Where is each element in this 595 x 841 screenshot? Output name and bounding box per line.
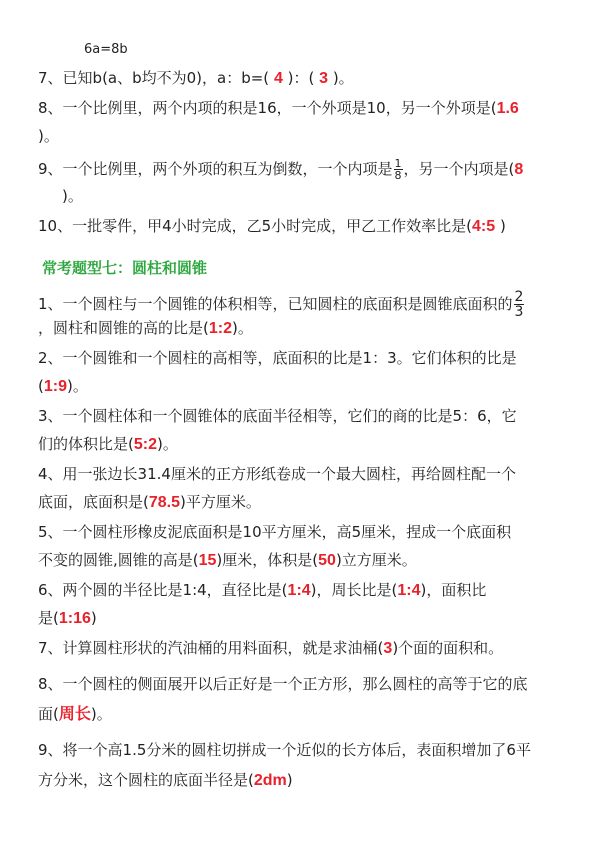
- s5-answer-2: 50: [318, 552, 336, 569]
- s2-text-3: )。: [66, 377, 88, 395]
- section-title: 常考题型七：圆柱和圆锥: [42, 259, 208, 277]
- s1-frac-num: 2: [514, 289, 524, 305]
- s1-frac-den: 3: [514, 304, 524, 320]
- s3-text-3: )。: [156, 435, 178, 453]
- s9-answer: 2dm: [253, 772, 287, 789]
- s6-text-1: 6、两个圆的半径比是1:4，直径比是(: [38, 581, 288, 599]
- s6-text-2: )，周长比是(: [310, 581, 398, 599]
- s7-text-2: )个面的面积和。: [392, 639, 504, 657]
- s8-text-2: 面(: [38, 705, 59, 723]
- q7-text-1: 7、已知b(a、b均不为0)，a：b=(: [38, 69, 270, 87]
- s1-text-3: )。: [231, 319, 253, 337]
- s6-text-4: 是(: [38, 609, 59, 627]
- s7-answer: 3: [383, 640, 393, 657]
- s8-text-1: 8、一个圆柱的侧面展开以后正好是一个正方形，那么圆柱的高等于它的底: [38, 675, 528, 693]
- q8-answer: 1.6: [496, 100, 519, 117]
- s2-text-1: 2、一个圆锥和一个圆柱的高相等，底面积的比是1：3。它们体积的比是: [38, 349, 517, 367]
- q9-text-1: 9、一个比例里，两个外项的积互为倒数，一个内项是: [38, 160, 393, 178]
- q9-frac-den: 8: [394, 169, 402, 182]
- s9-text-2: 方分米，这个圆柱的底面半径是(: [38, 771, 254, 789]
- s3-text-1: 3、一个圆柱体和一个圆锥体的底面半径相等，它们的商的比是5：6，它: [38, 407, 517, 425]
- s-question-7: [38, 638, 568, 659]
- s-question-9-cont: [38, 770, 568, 791]
- s5-text-1: 5、一个圆柱形橡皮泥底面积是10平方厘米，高5厘米，捏成一个底面积: [38, 523, 512, 541]
- s-question-6: [38, 580, 568, 601]
- q9-text-2: ，另一个内项是(: [403, 160, 515, 178]
- question-8-cont: [38, 126, 568, 146]
- s1-answer: 1:2: [208, 320, 232, 337]
- note-text: 6a=8b: [84, 42, 128, 57]
- s-question-9: [38, 740, 568, 760]
- s-question-2-cont: [38, 376, 568, 397]
- s5-text-3: )厘米，体积是(: [216, 551, 319, 569]
- s-question-1-cont: [38, 318, 568, 339]
- s-question-5: [38, 522, 568, 542]
- s4-answer: 78.5: [148, 494, 180, 511]
- s-question-1: [38, 290, 568, 319]
- question-9-cont: [62, 186, 592, 206]
- s2-text-2: (: [38, 377, 44, 395]
- s-question-3: [38, 406, 568, 426]
- s5-text-4: )立方厘米。: [335, 551, 417, 569]
- s5-text-2: 不变的圆锥,圆锥的高是(: [38, 551, 199, 569]
- q9-answer: 8: [514, 161, 524, 178]
- s6-text-5: ): [90, 609, 97, 627]
- s3-text-2: 们的体积比是(: [38, 435, 134, 453]
- s4-text-2: 底面，底面积是(: [38, 493, 149, 511]
- handwritten-note: [84, 40, 595, 60]
- s9-text-3: ): [286, 771, 293, 789]
- s-question-8: [38, 674, 568, 694]
- q10-text-1: 10、一批零件，甲4小时完成，乙5小时完成，甲乙工作效率比是(: [38, 217, 473, 235]
- q7-answer-1: 4: [273, 70, 283, 87]
- s3-answer: 5:2: [133, 436, 157, 453]
- q7-text-3: )。: [332, 69, 354, 87]
- q10-answer: 4:5: [472, 218, 496, 235]
- s8-answer: 周长: [58, 706, 91, 723]
- q9-fraction: [394, 158, 403, 181]
- s7-text-1: 7、计算圆柱形状的汽油桶的用料面积，就是求油桶(: [38, 639, 384, 657]
- s9-text-1: 9、将一个高1.5分米的圆柱切拼成一个近似的长方体后，表面积增加了6平: [38, 741, 531, 759]
- s5-answer-1: 15: [198, 552, 217, 569]
- s4-text-3: )平方厘米。: [180, 493, 261, 511]
- s8-text-3: )。: [90, 705, 112, 723]
- s6-text-3: )，面积比: [420, 581, 487, 599]
- s6-answer-1: 1:4: [287, 582, 311, 599]
- q8-text-1: 8、一个比例里，两个内项的积是16，一个外项是10，另一个外项是(: [38, 99, 497, 117]
- s1-text-2: ，圆柱和圆锥的高的比是(: [38, 319, 209, 337]
- s4-text-1: 4、用一张边长31.4厘米的正方形纸卷成一个最大圆柱，再给圆柱配一个: [38, 465, 516, 483]
- s2-answer: 1:9: [43, 378, 67, 395]
- s-question-4: [38, 464, 568, 484]
- question-10: [38, 216, 568, 237]
- q9-text-3: )。: [62, 187, 83, 205]
- s1-text-1: 1、一个圆柱与一个圆锥的体积相等，已知圆柱的底面积是圆锥底面积的: [38, 295, 513, 313]
- q9-frac-num: 1: [394, 157, 402, 170]
- s-question-4-cont: [38, 492, 568, 513]
- s1-fraction: [514, 290, 525, 319]
- s-question-2: [38, 348, 568, 368]
- s-question-6-cont: [38, 608, 568, 629]
- s-question-8-cont: [38, 704, 568, 725]
- s-question-3-cont: [38, 434, 568, 455]
- s6-answer-3: 1:16: [58, 610, 91, 627]
- q8-text-2: )。: [38, 127, 59, 145]
- s-question-5-cont: [38, 550, 568, 571]
- q10-text-2: ): [499, 217, 506, 235]
- question-8: [38, 98, 568, 119]
- question-7: [38, 68, 568, 89]
- q7-text-2: )：(: [287, 69, 315, 87]
- q7-answer-2: 3: [319, 70, 329, 87]
- s6-answer-2: 1:4: [397, 582, 421, 599]
- question-9: [38, 158, 568, 181]
